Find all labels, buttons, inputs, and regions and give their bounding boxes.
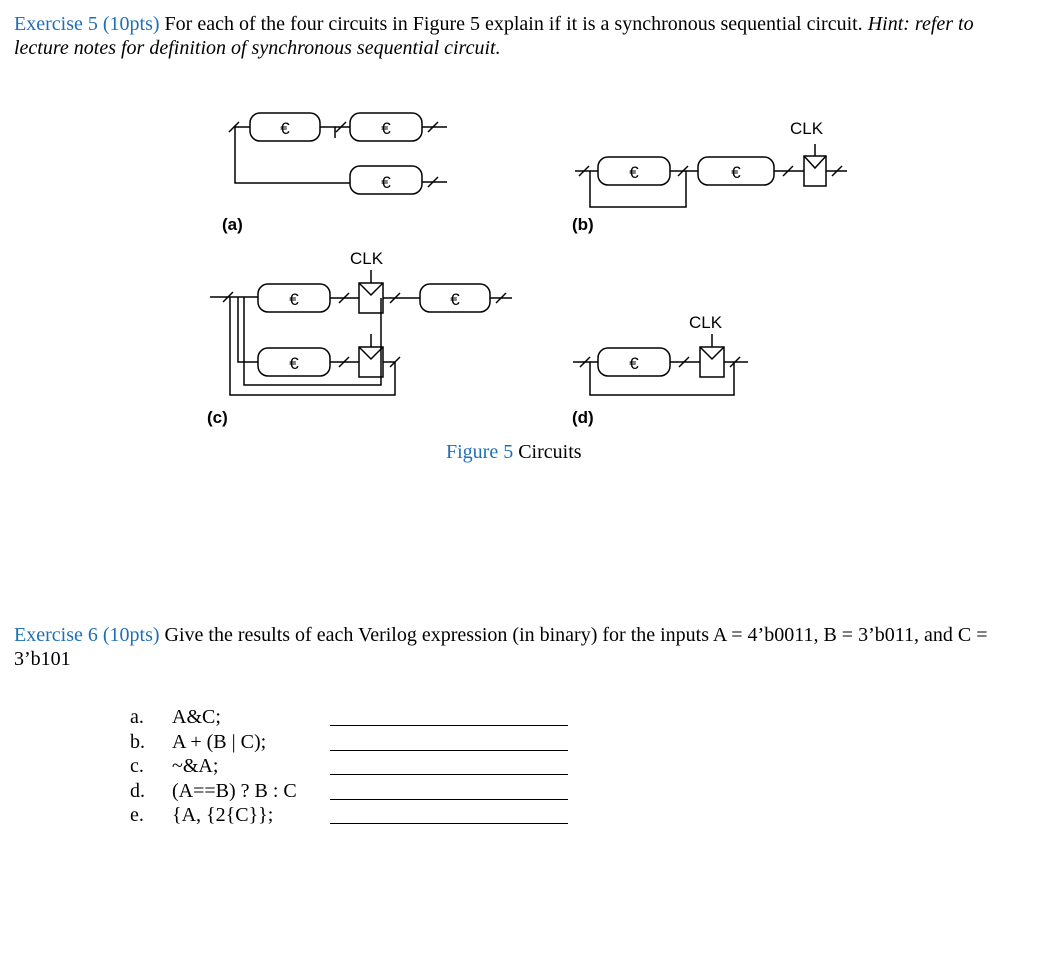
exercise-6-text: Give the results of each Verilog expression (in binary) for the inputs A = 4’b0011, B = 3’b011, and C = 3’b101: [14, 624, 988, 670]
clk-label-c: CLK: [350, 249, 384, 268]
exercise-5-label: Exercise 5: [14, 13, 98, 35]
exercise-5-hint-text: refer to lecture notes for definition of synchronous sequential circuit.: [14, 13, 974, 59]
logic-symbol: €: [289, 354, 299, 373]
clk-label-b: CLK: [790, 119, 824, 138]
item-letter: c.: [130, 755, 144, 777]
item-letter: a.: [130, 706, 144, 728]
subfigure-label-b: (b): [572, 215, 594, 234]
figure-5-circuits: [0, 100, 1043, 480]
answer-blank[interactable]: [330, 725, 568, 726]
exercise-6-label: Exercise 6: [14, 624, 98, 646]
item-letter: e.: [130, 804, 144, 826]
exercise-6-prompt: [14, 623, 1029, 671]
answer-blank[interactable]: [330, 774, 568, 775]
circuit-c: [210, 270, 512, 395]
item-expression: (A==B) ? B : C: [172, 779, 297, 802]
circuit-b: [575, 144, 847, 207]
subfigure-label-a: (a): [222, 215, 243, 234]
item-letter: d.: [130, 779, 145, 802]
exercise-6-points: (10pts): [97, 624, 160, 646]
figure-caption-label: Figure 5: [446, 441, 514, 463]
exercise-5-text: For each of the four circuits in Figure 5 explain if it is a synchronous sequential circuit.: [159, 13, 868, 35]
item-expression: A + (B | C);: [172, 730, 267, 753]
exercise-5-hint-label: Hint:: [867, 13, 910, 35]
answer-blank[interactable]: [330, 823, 568, 824]
subfigure-label-d: (d): [572, 408, 594, 427]
logic-symbol: €: [289, 290, 299, 309]
logic-symbol: €: [381, 173, 391, 192]
answer-blank[interactable]: [330, 799, 568, 800]
clk-label-d: CLK: [689, 313, 723, 332]
logic-symbol: €: [629, 163, 639, 182]
logic-symbol: €: [381, 119, 391, 138]
item-expression: A&C;: [172, 706, 221, 728]
circuit-a: [229, 113, 447, 194]
logic-symbol: €: [629, 354, 639, 373]
circuit-d: [573, 334, 748, 395]
figure-caption-text: Circuits: [513, 441, 582, 463]
item-letter: b.: [130, 730, 145, 753]
logic-symbol: €: [731, 163, 741, 182]
figure-caption: [446, 441, 582, 464]
item-expression: {A, {2{C}};: [172, 804, 274, 826]
exercise-5-points: (10pts): [97, 13, 160, 35]
logic-symbol: €: [280, 119, 290, 138]
logic-symbol: €: [450, 290, 460, 309]
answer-blank[interactable]: [330, 750, 568, 751]
circuit-diagrams: [0, 100, 1043, 480]
item-expression: ~&A;: [172, 755, 219, 777]
exercise-5-prompt: [14, 12, 1029, 60]
subfigure-label-c: (c): [207, 408, 228, 427]
